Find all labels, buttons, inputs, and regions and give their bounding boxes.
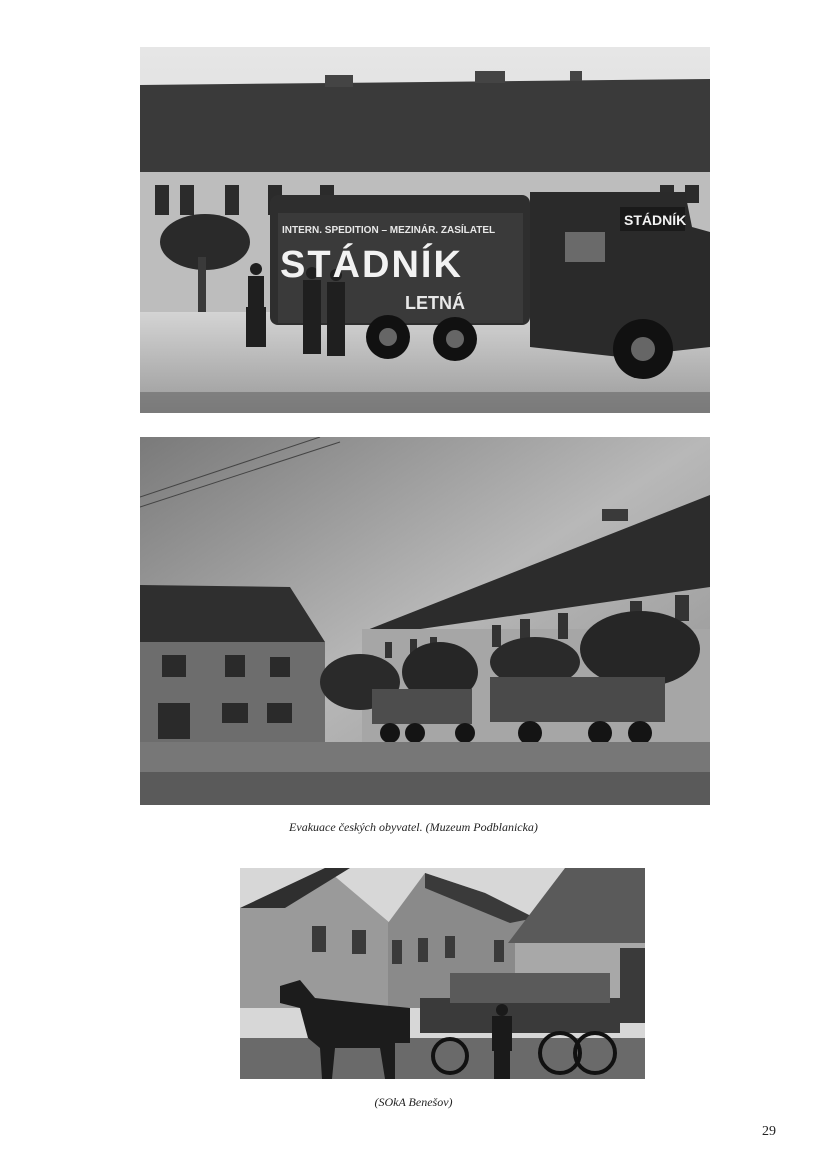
photo-moving-truck (140, 47, 710, 413)
truck-sign-main: STÁDNÍK (280, 244, 463, 286)
truck-cab-sign: STÁDNÍK (624, 212, 687, 228)
truck-sign-sub: LETNÁ (405, 293, 465, 313)
caption-source: (SOkA Benešov) (374, 1095, 453, 1109)
photo-town-square-trucks (140, 437, 710, 805)
photo-horse-cart (240, 868, 645, 1079)
page-number: 29 (762, 1124, 776, 1139)
caption-evacuation: Evakuace českých obyvatel. (Muzeum Podblanicka) (289, 820, 538, 834)
truck-sign-top: INTERN. SPEDITION – MEZINÁR. ZASÍLATEL (282, 225, 496, 236)
